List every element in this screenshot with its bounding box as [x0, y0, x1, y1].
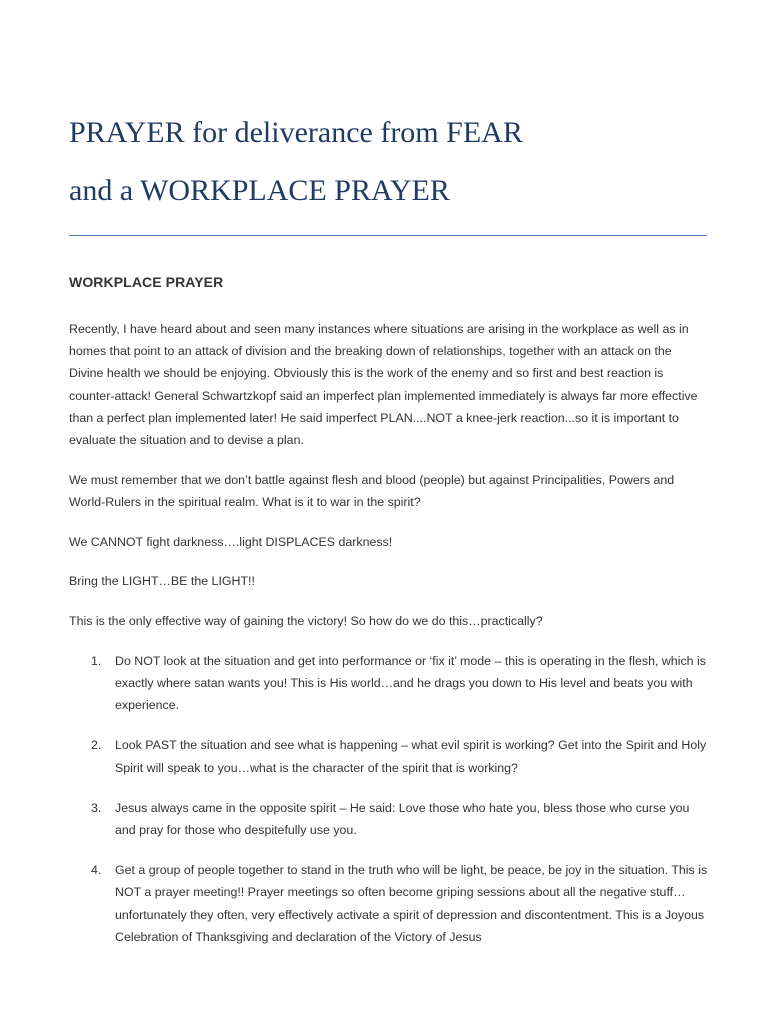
list-item-number: 2.	[91, 738, 102, 753]
list-item-text: Look PAST the situation and see what is happening – what evil spirit is working? Get into the Spirit and Holy Spirit will speak to you…what is the character of the spirit that is working?	[115, 738, 707, 775]
list-item-number: 3.	[91, 800, 102, 815]
title-divider	[69, 235, 707, 236]
document-body	[69, 318, 709, 966]
document-title	[69, 104, 709, 220]
numbered-list	[69, 650, 709, 948]
list-item	[69, 734, 709, 778]
list-item-number: 4.	[91, 863, 102, 878]
list-item-text: Get a group of people together to stand in the truth who will be light, be peace, be joy in the situation. This is NOT a prayer meeting!! Prayer meetings so often become griping sessions about all the negative stuff…unfortunately they often, very effectively activate a spirit of depression and discontentment. This is a Joyous Celebration of Thanksgiving and declaration of the Victory of Jesus	[115, 863, 708, 944]
paragraph-how: This is the only effective way of gaining the victory! So how do we do this…practically?	[69, 614, 543, 629]
list-item-text: Do NOT look at the situation and get into performance or ‘fix it’ mode – this is operating in the flesh, which is exactly where satan wants you! This is His world…and he drags you down to His level and beats you with experience.	[115, 653, 706, 713]
list-item-text: Jesus always came in the opposite spirit – He said: Love those who hate you, bless those who curse you and pray for those who despitefully use you.	[115, 800, 690, 837]
section-heading: WORKPLACE PRAYER	[69, 274, 224, 290]
title-line-1: PRAYER for deliverance from FEAR	[69, 116, 523, 149]
paragraph-intro: Recently, I have heard about and seen many instances where situations are arising in the workplace as well as in homes that point to an attack of division and the breaking down of relationships, together with an attack on the Divine health we should be enjoying. Obviously this is the work of the enemy and so first and best reaction is counter-attack! General Schwartzkopf said an imperfect plan implemented immediately is always far more effective than a perfect plan implemented later! He said imperfect PLAN....NOT a knee-jerk reaction...so it is important to evaluate the situation and to devise a plan.	[69, 322, 698, 448]
paragraph-darkness: We CANNOT fight darkness….light DISPLACES darkness!	[69, 534, 393, 549]
list-item-number: 1.	[91, 653, 102, 668]
list-item	[69, 797, 709, 841]
title-line-2: and a WORKPLACE PRAYER	[69, 174, 450, 207]
paragraph-light: Bring the LIGHT…BE the LIGHT!!	[69, 574, 255, 589]
list-item	[69, 859, 709, 948]
list-item	[69, 650, 709, 717]
paragraph-battle: We must remember that we don’t battle against flesh and blood (people) but against Principalities, Powers and World-Rulers in the spiritual realm. What is it to war in the spirit?	[69, 472, 675, 509]
